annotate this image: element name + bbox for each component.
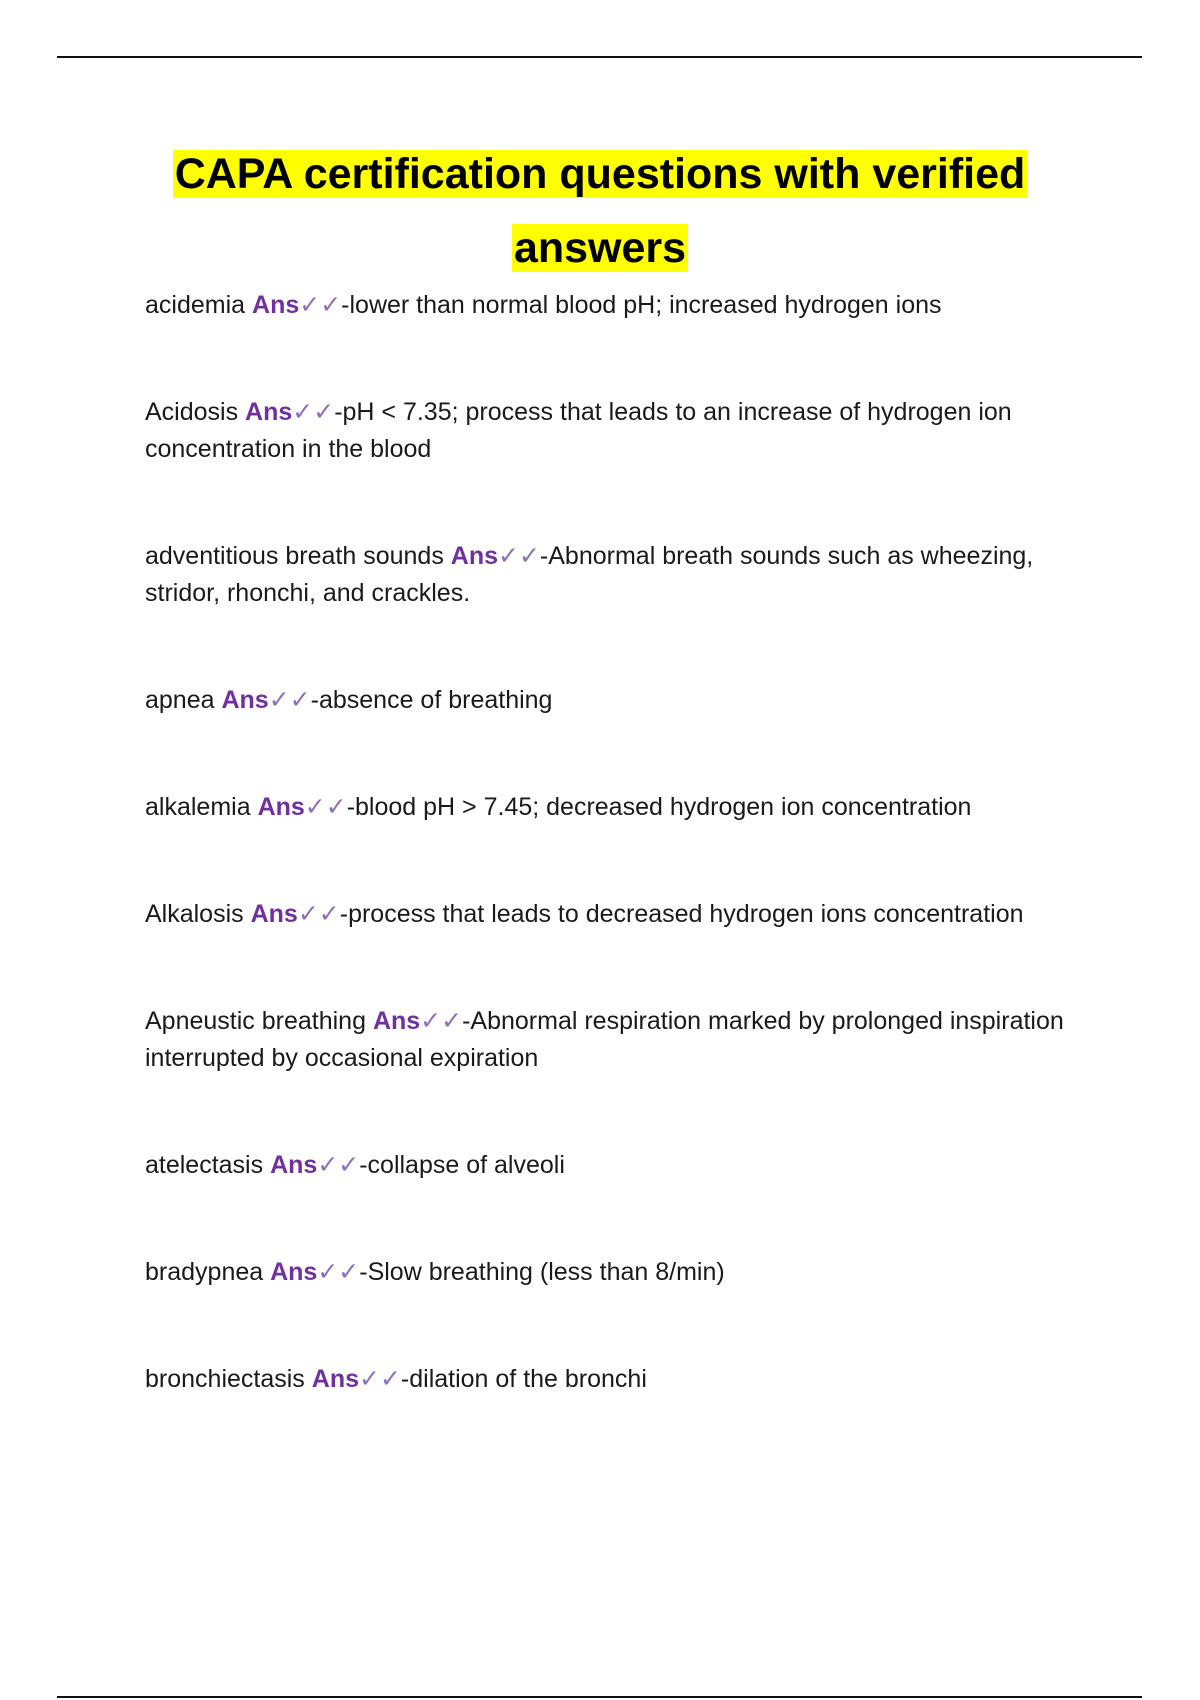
entry-term: bradypnea — [145, 1258, 264, 1286]
entry-item — [145, 789, 1075, 826]
entry-item — [145, 287, 1075, 324]
entry-item — [145, 896, 1075, 933]
entry-definition: -Slow breathing (less than 8/min) — [359, 1258, 725, 1286]
entry-term: apnea — [145, 686, 215, 714]
entry-term: bronchiectasis — [145, 1365, 305, 1393]
answer-marker: Ans — [270, 1258, 318, 1286]
answer-marker: Ans — [221, 686, 269, 714]
entry-item — [145, 1147, 1075, 1184]
entry-term: adventitious breath sounds — [145, 542, 444, 570]
entry-item — [145, 538, 1075, 612]
check-icon: ✓✓ — [420, 1007, 463, 1035]
check-icon: ✓✓ — [297, 900, 340, 928]
check-icon: ✓✓ — [359, 1365, 401, 1393]
entry-term: alkalemia — [145, 793, 251, 821]
entry-term: atelectasis — [145, 1151, 264, 1179]
answer-marker: Ans — [450, 542, 499, 570]
check-icon: ✓✓ — [317, 1151, 360, 1179]
entry-term: Apneustic breathing — [145, 1007, 366, 1035]
check-icon: ✓✓ — [317, 1258, 360, 1286]
answer-marker: Ans — [257, 793, 305, 821]
check-icon: ✓✓ — [498, 542, 540, 570]
check-icon: ✓✓ — [292, 398, 335, 426]
footer-rule — [57, 1696, 1142, 1698]
check-icon: ✓✓ — [304, 793, 347, 821]
entry-item — [145, 1003, 1075, 1077]
document-title-block — [0, 142, 1200, 290]
entry-definition: -collapse of alveoli — [359, 1151, 565, 1179]
answer-marker: Ans — [372, 1007, 421, 1035]
entry-definition: -absence of breathing — [310, 686, 553, 714]
entry-definition: -Abnormal respiration marked by prolonged inspiration interrupted by occasional expiration — [145, 1007, 1064, 1072]
answer-marker: Ans — [252, 291, 300, 319]
answer-marker: Ans — [250, 900, 298, 928]
entry-term: Acidosis — [145, 398, 239, 426]
check-icon: ✓✓ — [268, 686, 311, 714]
entry-definition: -blood pH > 7.45; decreased hydrogen ion concentration — [346, 793, 972, 821]
document-title: CAPA certification questions with verified answers — [174, 150, 1026, 272]
answer-marker: Ans — [311, 1365, 359, 1393]
answer-marker: Ans — [245, 398, 293, 426]
entry-item — [145, 394, 1075, 468]
entry-list — [145, 287, 1075, 1398]
entry-definition: -process that leads to decreased hydrogen ions concentration — [339, 900, 1024, 928]
entry-definition: -dilation of the bronchi — [400, 1365, 647, 1393]
entry-item — [145, 1361, 1075, 1398]
entry-item — [145, 682, 1075, 719]
entry-term: acidemia — [145, 291, 246, 319]
check-icon: ✓✓ — [299, 291, 342, 319]
entry-item — [145, 1254, 1075, 1291]
entry-definition: -Abnormal breath sounds such as wheezing, stridor, rhonchi, and crackles. — [145, 542, 1034, 607]
header-rule — [57, 56, 1142, 58]
entry-definition: -lower than normal blood pH; increased hydrogen ions — [341, 291, 942, 319]
answer-marker: Ans — [270, 1151, 318, 1179]
entry-definition: -pH < 7.35; process that leads to an increase of hydrogen ion concentration in the blood — [145, 398, 1012, 463]
entry-term: Alkalosis — [145, 900, 244, 928]
